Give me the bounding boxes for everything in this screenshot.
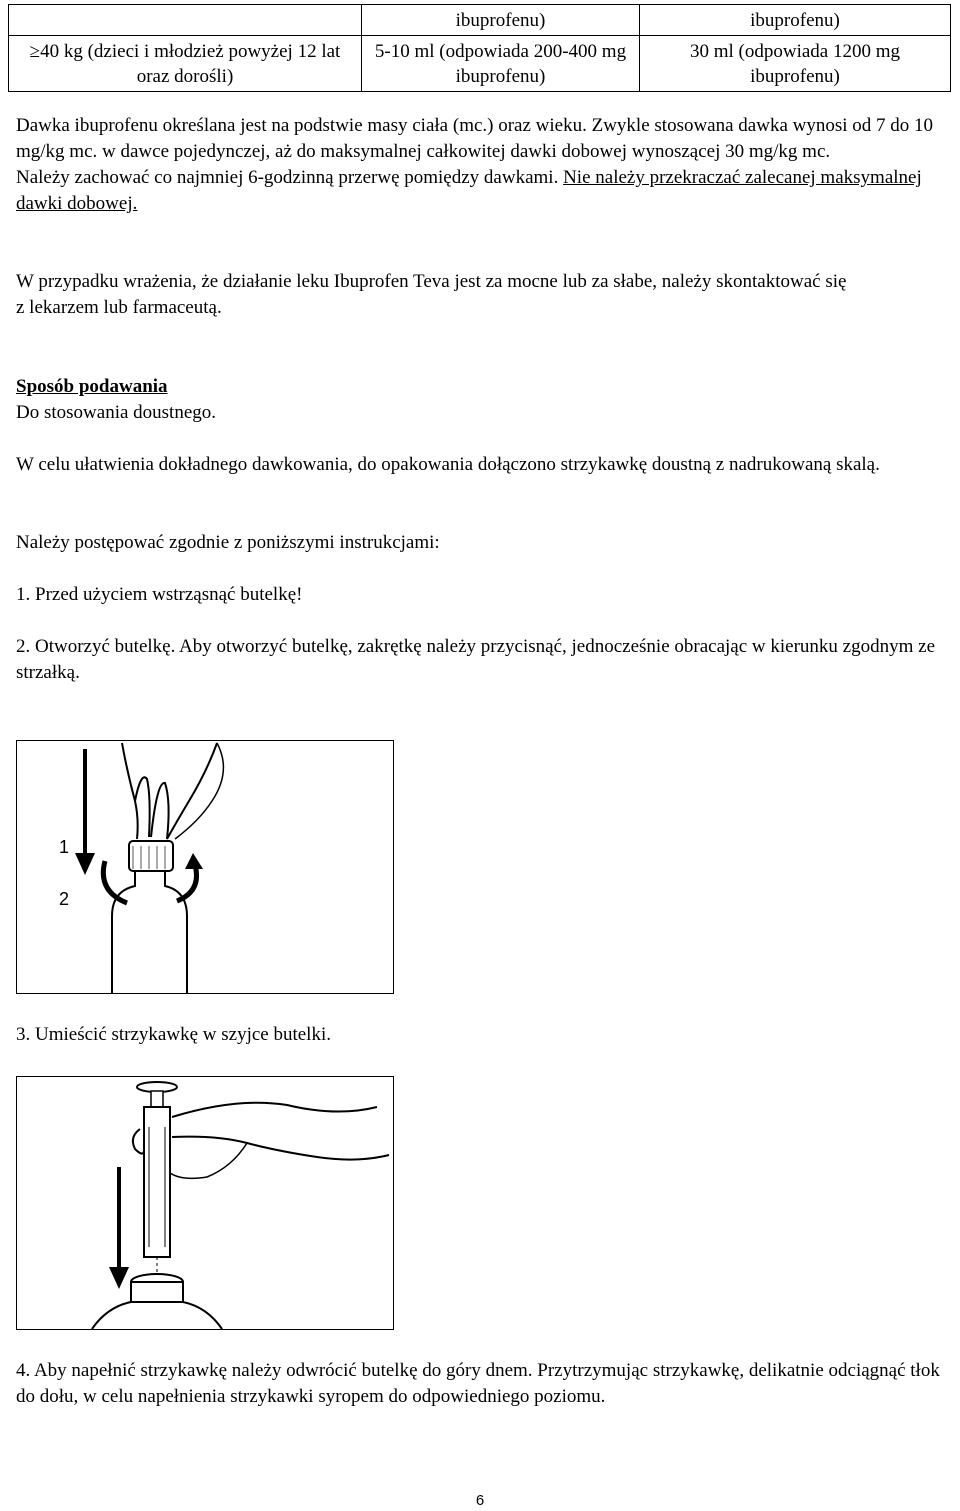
table-cell: ibuprofenu)	[362, 5, 640, 36]
dose-table	[8, 4, 951, 92]
administration-text: Do stosowania doustnego.	[16, 402, 217, 423]
consult-text-2: z lekarzem lub farmaceutą.	[16, 297, 222, 318]
label-1: 1	[59, 837, 70, 857]
syringe-barrel	[144, 1107, 170, 1257]
table-cell: 5-10 ml (odpowiada 200-400 mg ibuprofenu)	[362, 36, 640, 92]
step-3: 3. Umieścić strzykawkę w szyjce butelki.	[16, 1024, 331, 1045]
label-2: 2	[59, 889, 70, 909]
step-2: 2. Otworzyć butelkę. Aby otworzyć butelkę, zakrętkę należy przycisnąć, jednocześnie obracając w kierunku zgodnym ze strzałką.	[16, 636, 936, 683]
hand-outline-2	[172, 1103, 389, 1160]
dosage-text: Dawka ibuprofenu określana jest na podstwie masy ciała (mc.) oraz wieku. Zwykle stosowana dawka wynosi od 7 do 10 mg/kg mc. w dawce pojedynczej, aż do maksymalnej całkowitej dawki dobowej wynoszącej 30 mg/kg mc.	[16, 115, 934, 162]
table-cell: ibuprofenu)	[640, 5, 951, 36]
administration-section	[16, 374, 946, 426]
bottle-body	[112, 866, 187, 993]
table-cell: ≥40 kg (dzieci i młodzież powyżej 12 lat oraz dorośli)	[9, 36, 362, 92]
table-cell: 30 ml (odpowiada 1200 mg ibuprofenu)	[640, 36, 951, 92]
consult-text: W przypadku wrażenia, że działanie leku Ibuprofen Teva jest za mocne lub za słabe, należy skontaktować się	[16, 271, 847, 292]
page-number: 6	[475, 1492, 485, 1509]
open-bottle-illustration	[17, 741, 393, 993]
instructions-intro: Należy postępować zgodnie z poniższymi instrukcjami:	[16, 532, 440, 553]
step-4: 4. Aby napełnić strzykawkę należy odwrócić butelkę do góry dnem. Przytrzymując strzykawkę, delikatnie odciągnąć tłok do dołu, w celu napełnienia strzykawki syropem do odpowiedniego poziomu.	[16, 1360, 940, 1407]
consult-paragraph	[16, 269, 946, 321]
bottle-cap	[129, 841, 173, 871]
down-arrow-head-2	[109, 1267, 129, 1289]
figure-open-bottle	[16, 740, 394, 994]
figure-syringe-bottle	[16, 1076, 394, 1330]
table-row	[9, 5, 951, 36]
bottle-shoulders	[92, 1302, 222, 1329]
dosage-paragraph	[16, 113, 946, 217]
interval-text: Należy zachować co najmniej 6-godzinną przerwę pomiędzy dawkami.	[16, 167, 559, 188]
step-1: 1. Przed użyciem wstrząsnąć butelkę!	[16, 584, 303, 605]
table-cell	[9, 5, 362, 36]
max-dose-warning: Nie należy przekraczać zalecanej maksymalnej dawki dobowej.	[16, 167, 922, 214]
table-row	[9, 36, 951, 92]
administration-heading: Sposób podawania	[16, 376, 168, 397]
syringe-illustration	[17, 1077, 393, 1329]
down-arrow-head	[75, 853, 95, 875]
syringe-paragraph: W celu ułatwienia dokładnego dawkowania, do opakowania dołączono strzykawkę doustną z nadrukowaną skalą.	[16, 454, 880, 475]
